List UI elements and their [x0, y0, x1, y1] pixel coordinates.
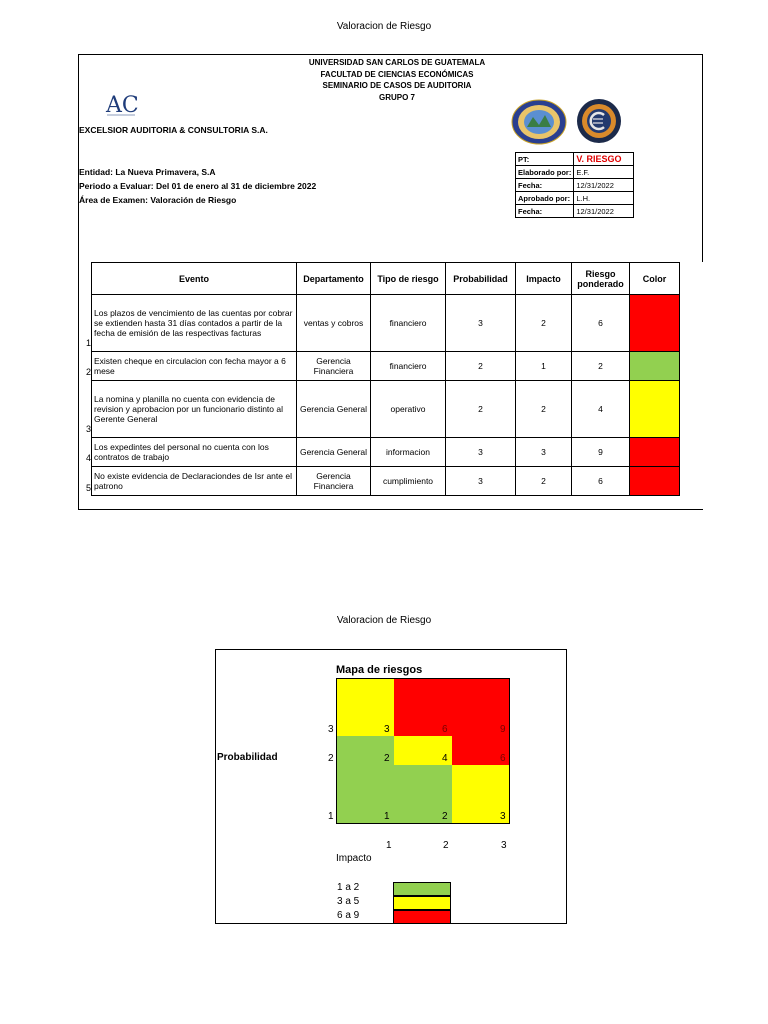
header-color: Color — [630, 263, 680, 295]
table-row — [92, 438, 680, 467]
probabilidad-cell: 3 — [446, 467, 516, 496]
company-name: EXCELSIOR AUDITORIA & CONSULTORIA S.A. — [79, 125, 268, 135]
impacto-cell: 2 — [516, 295, 572, 352]
risk-map-sheet — [215, 649, 567, 924]
probabilidad-cell: 3 — [446, 438, 516, 467]
grid-border — [336, 678, 510, 824]
riesgo-cell: 4 — [572, 381, 630, 438]
probabilidad-cell: 2 — [446, 352, 516, 381]
header-riesgo: Riesgo ponderado — [572, 263, 630, 295]
cell-value: 4 — [442, 753, 448, 764]
probabilidad-cell: 3 — [446, 295, 516, 352]
color-cell — [630, 438, 680, 467]
riesgo-cell: 9 — [572, 438, 630, 467]
fecha-label: Fecha: — [516, 205, 574, 218]
entidad-text: Entidad: La Nueva Primavera, S.A — [79, 167, 216, 177]
probabilidad-cell: 2 — [446, 381, 516, 438]
x-tick: 2 — [443, 840, 449, 851]
table-row — [92, 467, 680, 496]
pt-value: V. RIESGO — [574, 153, 634, 166]
y-tick: 3 — [328, 724, 334, 735]
risk-map-grid — [336, 678, 510, 824]
departamento-cell: Gerencia General — [297, 381, 371, 438]
tipo-cell: operativo — [371, 381, 446, 438]
elaborado-label: Elaborado por: — [516, 166, 574, 179]
color-cell — [630, 467, 680, 496]
evento-cell: Los plazos de vencimiento de las cuentas por cobrar se extienden hasta 31 días contados a partir de la fecha de emisión de las respectivas facturas — [92, 295, 297, 352]
map-title: Mapa de riesgos — [336, 664, 423, 676]
cell-value: 1 — [384, 811, 390, 822]
table-header-row — [92, 263, 680, 295]
color-cell — [630, 352, 680, 381]
row-number: 1 — [86, 338, 92, 348]
cell-value: 9 — [500, 724, 506, 735]
university-header — [307, 57, 487, 103]
color-cell — [630, 381, 680, 438]
y-tick: 1 — [328, 811, 334, 822]
page-title: Valoracion de Riesgo — [336, 21, 432, 32]
impacto-cell: 2 — [516, 381, 572, 438]
header-line-4: GRUPO 7 — [378, 92, 415, 102]
x-tick: 3 — [501, 840, 507, 851]
departamento-cell: Gerencia Financiera — [297, 352, 371, 381]
legend-swatch — [393, 896, 451, 910]
departamento-cell: Gerencia General — [297, 438, 371, 467]
faculty-seal-icon — [575, 98, 623, 144]
tipo-cell: informacion — [371, 438, 446, 467]
departamento-cell: Gerencia Financiera — [297, 467, 371, 496]
elaborado-value: E.F. — [574, 166, 634, 179]
legend-label: 1 a 2 — [337, 882, 360, 893]
fecha-value: 12/31/2022 — [574, 205, 634, 218]
company-logo-icon — [105, 92, 139, 118]
cell-value: 2 — [384, 753, 390, 764]
table-row — [92, 381, 680, 438]
fecha-label: Fecha: — [516, 179, 574, 192]
riesgo-cell: 6 — [572, 467, 630, 496]
legend-label: 6 a 9 — [337, 910, 360, 921]
header-probabilidad: Probabilidad — [446, 263, 516, 295]
impacto-cell: 2 — [516, 467, 572, 496]
cell-value: 3 — [384, 724, 390, 735]
area-text: Área de Examen: Valoración de Riesgo — [79, 195, 237, 205]
header-line-3: SEMINARIO DE CASOS DE AUDITORIA — [322, 81, 472, 90]
aprobado-label: Aprobado por: — [516, 192, 574, 205]
row-number: 5 — [86, 483, 92, 493]
row-number: 2 — [86, 367, 92, 377]
cell-value: 6 — [500, 753, 506, 764]
evento-cell: Los expedintes del personal no cuenta con los contratos de trabajo — [92, 438, 297, 467]
table-row — [92, 295, 680, 352]
legend-swatch — [393, 910, 451, 924]
table-row — [92, 352, 680, 381]
row-number: 3 — [86, 424, 92, 434]
color-cell — [630, 295, 680, 352]
legend-label: 3 a 5 — [337, 896, 360, 907]
periodo-text: Periodo a Evaluar: Del 01 de enero al 31 de diciembre 2022 — [79, 181, 317, 191]
cell-value: 3 — [500, 811, 506, 822]
pt-label: PT: — [516, 153, 574, 166]
tipo-cell: financiero — [371, 295, 446, 352]
header-evento: Evento — [92, 263, 297, 295]
departamento-cell: ventas y cobros — [297, 295, 371, 352]
evento-cell: Existen cheque en circulacion con fecha mayor a 6 mese — [92, 352, 297, 381]
pt-box — [515, 152, 634, 218]
university-seal-icon — [511, 99, 567, 145]
cell-value: 6 — [442, 724, 448, 735]
fecha-value: 12/31/2022 — [574, 179, 634, 192]
cell-value: 2 — [442, 811, 448, 822]
tipo-cell: financiero — [371, 352, 446, 381]
header-tipo: Tipo de riesgo — [371, 263, 446, 295]
impacto-cell: 3 — [516, 438, 572, 467]
evento-cell: No existe evidencia de Declaraciondes de Isr ante el patrono — [92, 467, 297, 496]
y-axis-label: Probabilidad — [217, 752, 278, 763]
risk-assessment-sheet — [78, 54, 703, 510]
header-departamento: Departamento — [297, 263, 371, 295]
header-line-1: UNIVERSIDAD SAN CARLOS DE GUATEMALA — [308, 58, 486, 67]
logo-text: AC — [106, 93, 139, 118]
riesgo-cell: 2 — [572, 352, 630, 381]
x-axis-label: Impacto — [336, 853, 372, 864]
aprobado-value: L.H. — [574, 192, 634, 205]
row-number: 4 — [86, 453, 92, 463]
riesgo-cell: 6 — [572, 295, 630, 352]
impacto-cell: 1 — [516, 352, 572, 381]
header-impacto: Impacto — [516, 263, 572, 295]
y-tick: 2 — [328, 753, 334, 764]
x-tick: 1 — [386, 840, 392, 851]
legend-swatch — [393, 882, 451, 896]
tipo-cell: cumplimiento — [371, 467, 446, 496]
risk-table — [91, 262, 680, 496]
sheet-border — [702, 54, 703, 262]
page-title: Valoracion de Riesgo — [336, 615, 432, 626]
evento-cell: La nomina y planilla no cuenta con evidencia de revision y aprobacion por un funcionario distinto al Gerente General — [92, 381, 297, 438]
header-line-2: FACULTAD DE CIENCIAS ECONÓMICAS — [320, 69, 474, 79]
